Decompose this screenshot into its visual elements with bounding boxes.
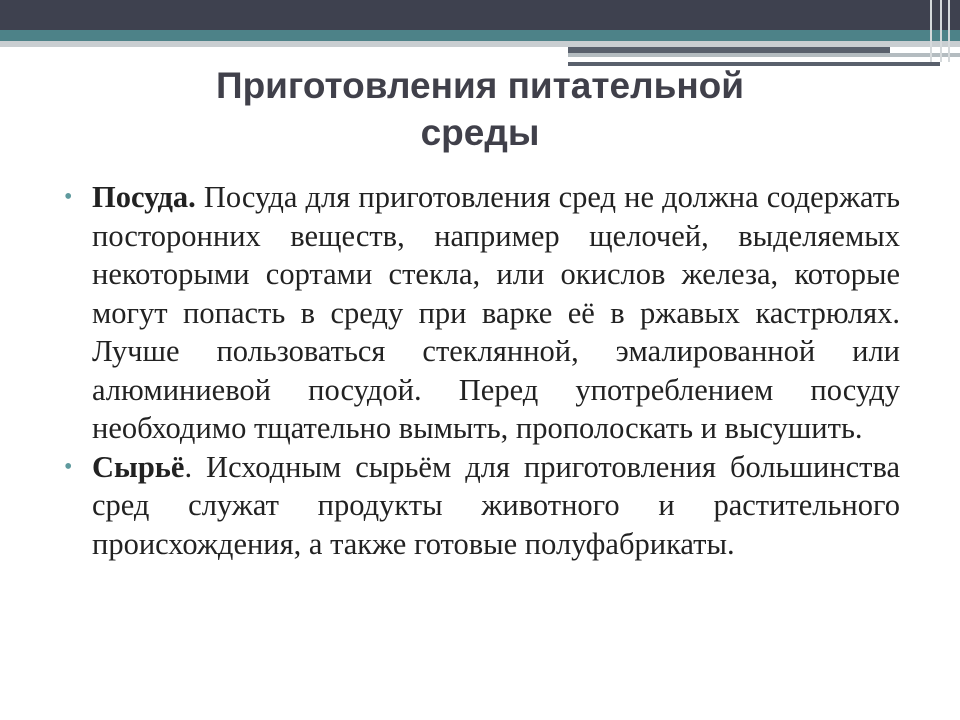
bullet-body: . Исходным сырьём для приготовления большинства сред служат продукты животного и растительного происхождения, а также готовые полуфабрикаты. (92, 449, 900, 561)
bullet-body: Посуда для приготовления сред не должна содержать посторонних веществ, например щелочей, выделяемых некоторыми сортами стекла, или окислов железа, которые могут попасть в среду при варке её в ржавых кастрюлях. Лучше пользоваться стеклянной, эмалированной или алюминиевой посудой. Перед употреблением посуду необходимо тщательно вымыть, прополоскать и высушить. (92, 180, 900, 445)
accent-vertical-line (948, 0, 950, 62)
accent-vertical-line (940, 0, 942, 62)
slide-body (64, 178, 900, 563)
slide-title-line1: Приготовления питательной (215, 65, 745, 106)
accent-bar-middle (568, 53, 960, 57)
accent-vertical-line (930, 0, 932, 62)
bullet-icon: • (64, 453, 73, 480)
bullet-icon: • (64, 184, 73, 210)
bullet-lead: Сырьё (92, 449, 185, 484)
slide-title (80, 62, 880, 156)
bullet-text (92, 178, 900, 448)
bullet-item (64, 448, 900, 564)
bullet-item (64, 178, 900, 448)
slide-title-line2: среды (420, 112, 540, 153)
bullet-lead: Посуда. (92, 180, 196, 214)
bullet-text (92, 448, 900, 564)
header-teal-bar (0, 30, 960, 41)
header-dark-bar (0, 0, 960, 30)
